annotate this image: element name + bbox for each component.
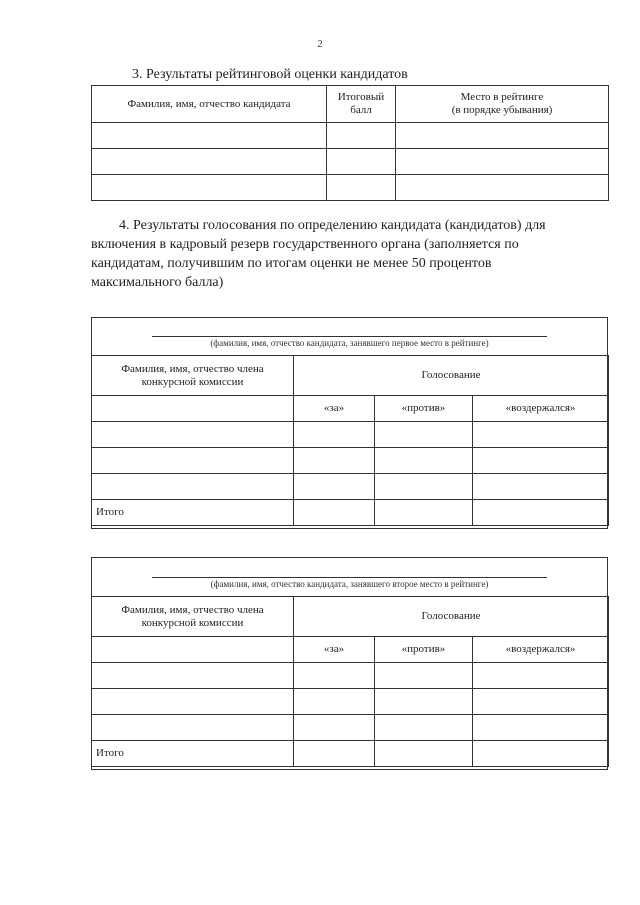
- cell[interactable]: [294, 474, 375, 500]
- candidate-name-line[interactable]: [152, 336, 547, 337]
- cell[interactable]: [294, 422, 375, 448]
- table-row: [92, 715, 609, 741]
- cell[interactable]: [92, 689, 294, 715]
- voting-grid: [91, 355, 609, 526]
- table-row: [92, 474, 609, 500]
- candidate-caption: (фамилия, имя, отчество кандидата, занявшего второе место в рейтинге): [210, 579, 489, 589]
- col-for: «за»: [294, 637, 375, 663]
- cell[interactable]: [375, 422, 473, 448]
- table-row: [92, 448, 609, 474]
- voting-grid: [91, 596, 609, 767]
- col-against: «против»: [375, 637, 473, 663]
- cell[interactable]: [92, 149, 327, 175]
- cell[interactable]: [473, 663, 609, 689]
- cell[interactable]: [473, 715, 609, 741]
- cell[interactable]: [473, 689, 609, 715]
- table-row: [92, 123, 609, 149]
- cell[interactable]: [92, 123, 327, 149]
- cell[interactable]: [375, 474, 473, 500]
- voting-header: Голосование: [294, 356, 609, 396]
- table-row: [92, 149, 609, 175]
- page-number: 2: [317, 38, 323, 50]
- cell[interactable]: [375, 715, 473, 741]
- total-row: [92, 500, 609, 526]
- col-against: «против»: [375, 396, 473, 422]
- table-row: [92, 175, 609, 201]
- header-final-score: [327, 86, 396, 123]
- total-label: Итого: [92, 741, 294, 767]
- cell[interactable]: [327, 149, 396, 175]
- section-4-paragraph: [91, 216, 608, 292]
- cell[interactable]: [375, 500, 473, 526]
- cell[interactable]: [92, 474, 294, 500]
- table-row: [92, 422, 609, 448]
- cell[interactable]: [294, 741, 375, 767]
- cell[interactable]: [473, 422, 609, 448]
- header-candidate-name: Фамилия, имя, отчество кандидата: [92, 86, 327, 123]
- col-for: «за»: [294, 396, 375, 422]
- header-place-line1: Место в рейтинге: [460, 91, 544, 103]
- cell[interactable]: [396, 149, 609, 175]
- header-rating-place: [396, 86, 609, 123]
- rating-table-header: [92, 86, 609, 123]
- member-header: [92, 597, 294, 637]
- cell[interactable]: [327, 123, 396, 149]
- voting-table-second-candidate: [91, 557, 608, 770]
- col-abstain: «воздержался»: [473, 637, 609, 663]
- cell[interactable]: [375, 663, 473, 689]
- cell[interactable]: [92, 448, 294, 474]
- cell[interactable]: [294, 715, 375, 741]
- member-header-line1: Фамилия, имя, отчество члена: [121, 603, 264, 616]
- header-score-line2: балл: [350, 104, 372, 116]
- candidate-caption: (фамилия, имя, отчество кандидата, занявшего первое место в рейтинге): [210, 338, 489, 348]
- cell[interactable]: [92, 422, 294, 448]
- col-abstain: «воздержался»: [473, 396, 609, 422]
- cell[interactable]: [396, 175, 609, 201]
- member-header-line2: конкурсной комиссии: [141, 616, 244, 629]
- header-score-line1: Итоговый: [337, 91, 385, 103]
- rating-results-table: [91, 85, 609, 201]
- table-row: [92, 663, 609, 689]
- member-header: [92, 356, 294, 396]
- cell[interactable]: [92, 715, 294, 741]
- cell[interactable]: [473, 448, 609, 474]
- cell[interactable]: [396, 123, 609, 149]
- paragraph-line: 4. Результаты голосования по определению кандидата (кандидатов) для: [119, 218, 546, 233]
- section-3-title: 3. Результаты рейтинговой оценки кандидатов: [132, 67, 408, 82]
- cell[interactable]: [294, 500, 375, 526]
- voting-table-first-candidate: [91, 317, 608, 529]
- cell[interactable]: [294, 689, 375, 715]
- cell[interactable]: [92, 396, 294, 422]
- header-place-line2: (в порядке убывания): [451, 104, 553, 116]
- member-header-line2: конкурсной комиссии: [141, 375, 244, 388]
- cell[interactable]: [92, 637, 294, 663]
- cell[interactable]: [294, 448, 375, 474]
- total-label: Итого: [92, 500, 294, 526]
- paragraph-line: максимального балла): [91, 275, 224, 290]
- cell[interactable]: [375, 448, 473, 474]
- cell[interactable]: [473, 741, 609, 767]
- paragraph-line: кандидатам, получившим по итогам оценки не менее 50 процентов: [91, 256, 492, 271]
- cell[interactable]: [294, 663, 375, 689]
- paragraph-line: включения в кадровый резерв государственного органа (заполняется по: [91, 237, 519, 252]
- cell[interactable]: [92, 663, 294, 689]
- cell[interactable]: [327, 175, 396, 201]
- cell[interactable]: [375, 689, 473, 715]
- cell[interactable]: [473, 474, 609, 500]
- total-row: [92, 741, 609, 767]
- cell[interactable]: [375, 741, 473, 767]
- voting-header: Голосование: [294, 597, 609, 637]
- candidate-name-line[interactable]: [152, 577, 547, 578]
- member-header-line1: Фамилия, имя, отчество члена: [121, 362, 264, 375]
- cell[interactable]: [473, 500, 609, 526]
- table-row: [92, 689, 609, 715]
- cell[interactable]: [92, 175, 327, 201]
